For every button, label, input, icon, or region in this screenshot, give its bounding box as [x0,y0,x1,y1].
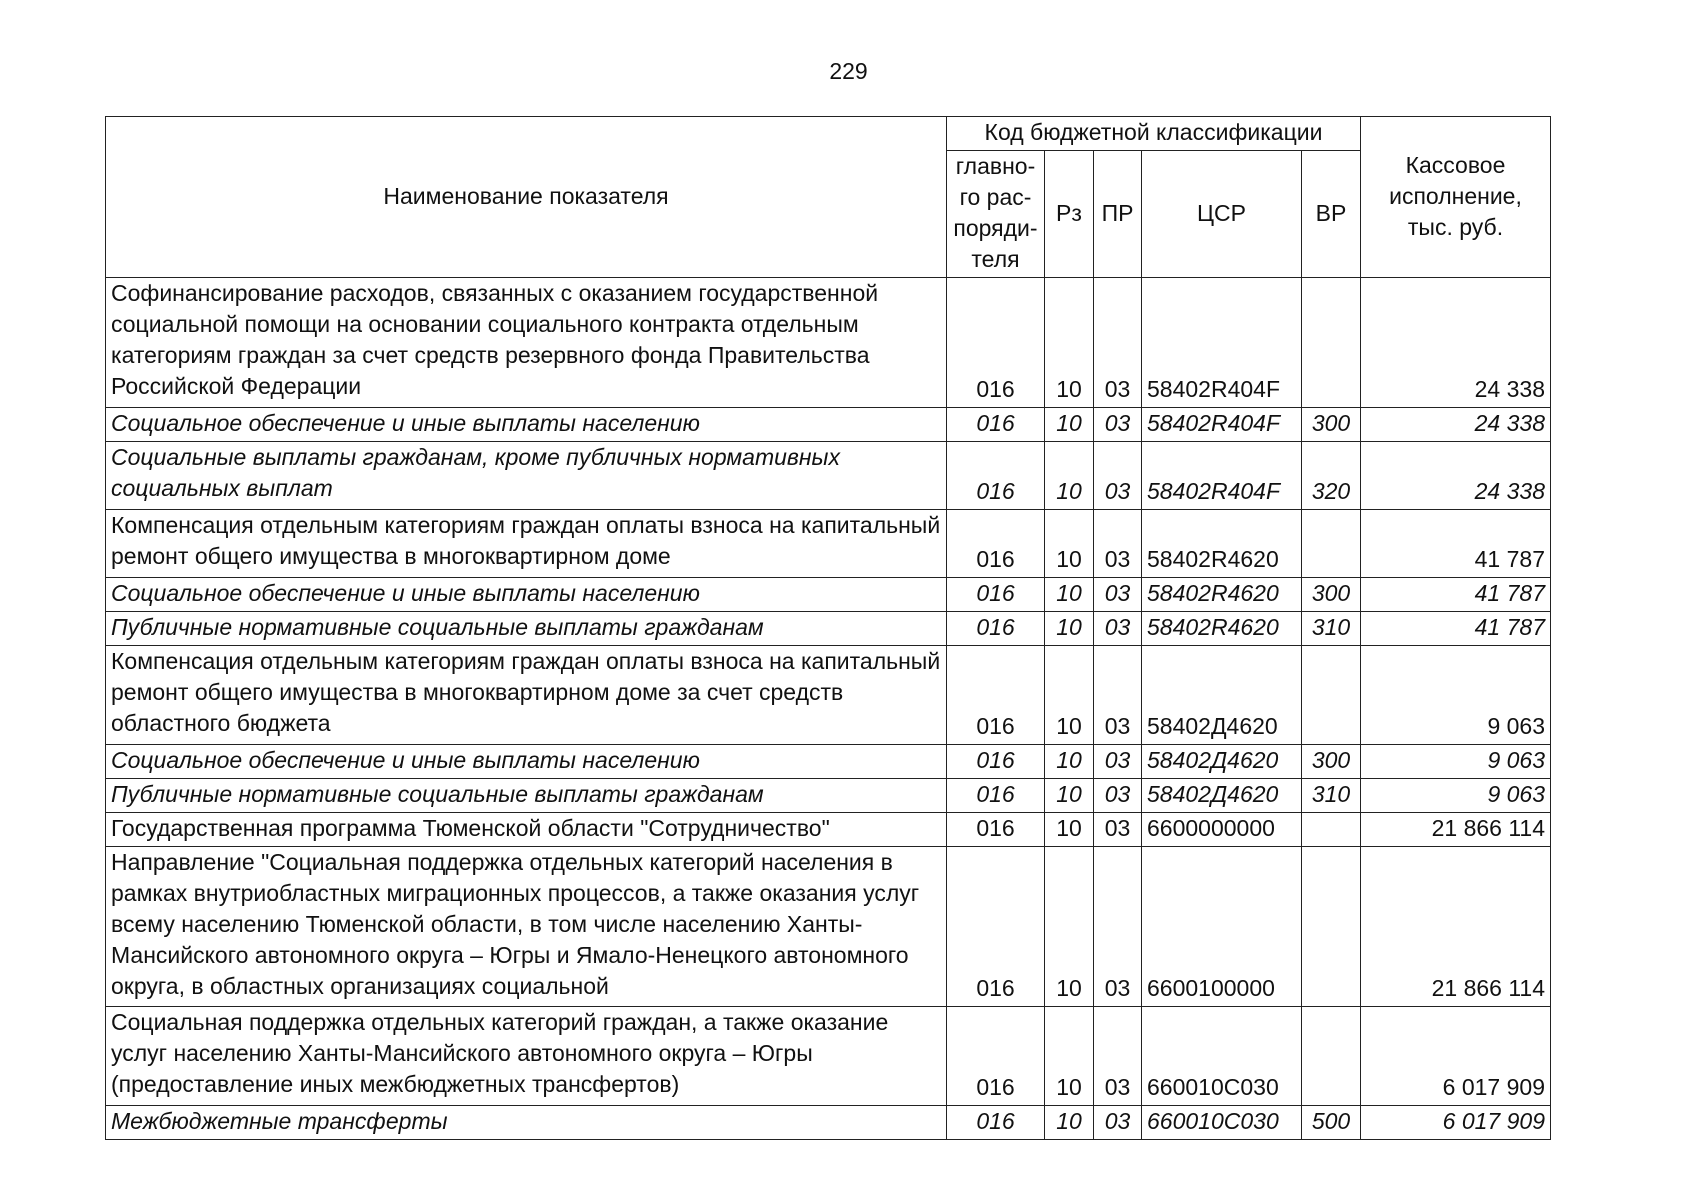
row-rz: 10 [1045,510,1094,578]
header-vr: ВР [1302,151,1361,278]
row-pr: 03 [1094,408,1142,442]
table-row [106,510,1551,578]
row-pr: 03 [1094,847,1142,1007]
row-rz: 10 [1045,646,1094,745]
header-glav-line4: теля [971,246,1020,272]
row-vr: 320 [1302,442,1361,510]
row-glav: 016 [947,278,1045,408]
row-amount: 6 017 909 [1361,1106,1551,1140]
row-rz: 10 [1045,745,1094,779]
page-number: 229 [829,58,868,84]
header-pr: ПР [1094,151,1142,278]
row-amount: 21 866 114 [1361,847,1551,1007]
row-rz: 10 [1045,442,1094,510]
row-name: Компенсация отдельным категориям граждан оплаты взноса на капитальный ремонт общего имущества в многоквартирном доме за счет средств областного бюджета [106,646,947,745]
header-classification-group: Код бюджетной классификации [947,117,1361,151]
table-row [106,612,1551,646]
table-row [106,442,1551,510]
row-amount: 24 338 [1361,442,1551,510]
row-vr [1302,278,1361,408]
row-pr: 03 [1094,1106,1142,1140]
row-glav: 016 [947,813,1045,847]
row-vr: 310 [1302,612,1361,646]
row-pr: 03 [1094,278,1142,408]
table-row [106,745,1551,779]
row-csr: 58402R4620 [1142,578,1302,612]
row-name: Межбюджетные трансферты [106,1106,947,1140]
row-glav: 016 [947,408,1045,442]
row-csr: 660010C030 [1142,1007,1302,1106]
row-csr: 58402R4620 [1142,510,1302,578]
header-glav-line1: главно- [955,153,1036,179]
table-row [106,278,1551,408]
row-rz: 10 [1045,612,1094,646]
row-csr: 58402Д4620 [1142,745,1302,779]
row-rz: 10 [1045,578,1094,612]
row-name: Социальные выплаты гражданам, кроме публичных нормативных социальных выплат [106,442,947,510]
row-csr: 58402R404F [1142,278,1302,408]
row-name: Государственная программа Тюменской области "Сотрудничество" [106,813,947,847]
header-csr: ЦСР [1142,151,1302,278]
row-pr: 03 [1094,510,1142,578]
row-glav: 016 [947,646,1045,745]
row-vr [1302,847,1361,1007]
row-vr: 310 [1302,779,1361,813]
row-glav: 016 [947,779,1045,813]
row-pr: 03 [1094,442,1142,510]
row-csr: 58402R4620 [1142,612,1302,646]
row-vr [1302,813,1361,847]
header-amount-line1: Кассовое [1405,151,1506,178]
table-row [106,1007,1551,1106]
header-amount-line2: исполнение, [1389,182,1522,209]
row-csr: 58402R404F [1142,408,1302,442]
row-vr: 300 [1302,408,1361,442]
row-amount: 41 787 [1361,510,1551,578]
header-glav-line3: поряди- [953,215,1038,241]
row-amount: 41 787 [1361,578,1551,612]
row-rz: 10 [1045,1106,1094,1140]
table-row [106,813,1551,847]
row-rz: 10 [1045,1007,1094,1106]
row-amount: 9 063 [1361,779,1551,813]
row-amount: 6 017 909 [1361,1007,1551,1106]
row-glav: 016 [947,510,1045,578]
row-vr: 500 [1302,1106,1361,1140]
row-name: Публичные нормативные социальные выплаты гражданам [106,612,947,646]
table-row [106,1106,1551,1140]
table-row [106,646,1551,745]
budget-table [105,116,1551,1140]
row-name: Публичные нормативные социальные выплаты гражданам [106,779,947,813]
row-csr: 58402Д4620 [1142,646,1302,745]
table-row [106,779,1551,813]
table-row [106,847,1551,1007]
row-pr: 03 [1094,612,1142,646]
header-name: Наименование показателя [106,117,947,278]
header-glav [947,151,1045,278]
row-csr: 6600100000 [1142,847,1302,1007]
row-name: Социальное обеспечение и иные выплаты населению [106,408,947,442]
row-pr: 03 [1094,779,1142,813]
row-amount: 9 063 [1361,646,1551,745]
row-rz: 10 [1045,847,1094,1007]
row-rz: 10 [1045,813,1094,847]
row-amount: 24 338 [1361,408,1551,442]
row-amount: 24 338 [1361,278,1551,408]
row-glav: 016 [947,612,1045,646]
row-csr: 58402Д4620 [1142,779,1302,813]
row-pr: 03 [1094,1007,1142,1106]
row-pr: 03 [1094,578,1142,612]
row-glav: 016 [947,442,1045,510]
header-rz: Рз [1045,151,1094,278]
row-glav: 016 [947,745,1045,779]
row-amount: 9 063 [1361,745,1551,779]
row-rz: 10 [1045,408,1094,442]
row-vr: 300 [1302,578,1361,612]
row-vr [1302,510,1361,578]
row-pr: 03 [1094,745,1142,779]
row-name: Направление "Социальная поддержка отдельных категорий населения в рамках внутриобластных миграционных процессов, а также оказания услуг всему населению Тюменской области, в том числе населению Ханты-Мансийского автономного округа – Югры и Ямало-Ненецкого автономного округа, в областных организациях социальной [106,847,947,1007]
row-csr: 660010C030 [1142,1106,1302,1140]
row-name: Социальное обеспечение и иные выплаты населению [106,578,947,612]
row-name: Социальное обеспечение и иные выплаты населению [106,745,947,779]
row-vr [1302,1007,1361,1106]
header-amount [1361,117,1551,278]
row-glav: 016 [947,1106,1045,1140]
row-rz: 10 [1045,779,1094,813]
row-amount: 21 866 114 [1361,813,1551,847]
row-name: Софинансирование расходов, связанных с оказанием государственной социальной помощи на основании социального контракта отдельным категориям граждан за счет средств резервного фонда Правительства Российской Федерации [106,278,947,408]
row-glav: 016 [947,578,1045,612]
row-vr [1302,646,1361,745]
row-glav: 016 [947,1007,1045,1106]
row-csr: 58402R404F [1142,442,1302,510]
row-amount: 41 787 [1361,612,1551,646]
header-glav-line2: го рас- [959,184,1032,210]
table-row [106,408,1551,442]
row-name: Социальная поддержка отдельных категорий граждан, а также оказание услуг населению Ханты-Мансийского автономного округа – Югры (предоставление иных межбюджетных трансфертов) [106,1007,947,1106]
row-glav: 016 [947,847,1045,1007]
table-row [106,578,1551,612]
row-csr: 6600000000 [1142,813,1302,847]
row-pr: 03 [1094,646,1142,745]
row-vr: 300 [1302,745,1361,779]
header-amount-line3: тыс. руб. [1407,213,1504,240]
row-rz: 10 [1045,278,1094,408]
row-pr: 03 [1094,813,1142,847]
row-name: Компенсация отдельным категориям граждан оплаты взноса на капитальный ремонт общего имущества в многоквартирном доме [106,510,947,578]
